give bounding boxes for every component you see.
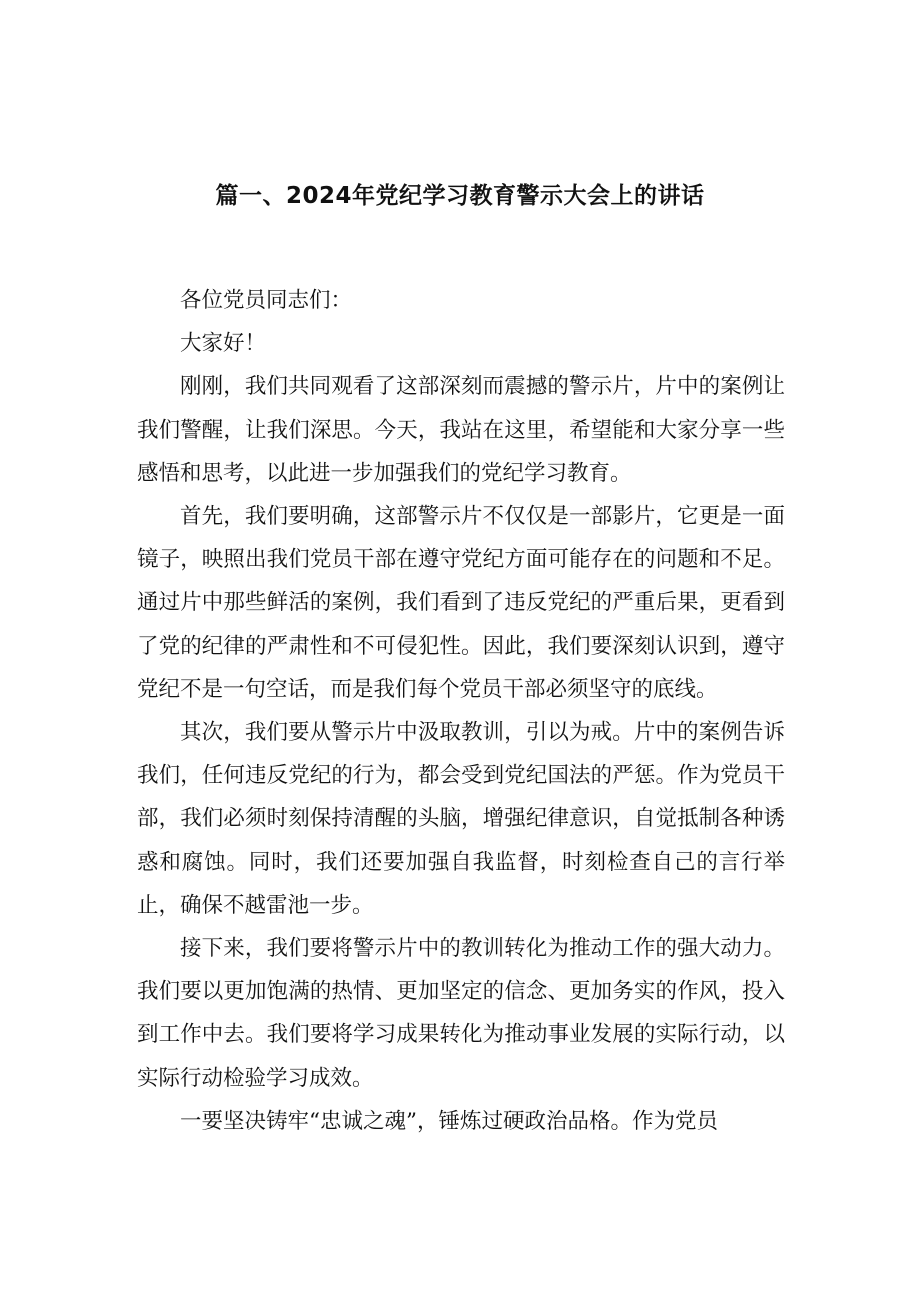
body-paragraph: 刚刚，我们共同观看了这部深刻而震撼的警示片，片中的案例让我们警醒，让我们深思。今天，我站在这里，希望能和大家分享一些感悟和思考，以此进一步加强我们的党纪学习教育。 (137, 374, 785, 486)
document-body (137, 279, 785, 1143)
body-paragraph: 一要坚决铸牢“忠诚之魂”，锤炼过硬政治品格。作为党员 (180, 1108, 718, 1134)
salutation: 各位党员同志们： (180, 288, 353, 313)
greeting: 大家好！ (180, 331, 267, 357)
body-paragraph: 接下来，我们要将警示片中的教训转化为推动工作的强大动力。我们要以更加饱满的热情、更加坚定的信念、更加务实的作风，投入到工作中去。我们要将学习成果转化为推动事业发展的实际行动，以实际行动检验学习成效。 (137, 936, 785, 1091)
body-paragraph: 首先，我们要明确，这部警示片不仅仅是一部影片，它更是一面镜子，映照出我们党员干部在遵守党纪方面可能存在的问题和不足。通过片中那些鲜活的案例，我们看到了违反党纪的严重后果，更看到了党的纪律的严肃性和不可侵犯性。因此，我们要深刻认识到，遵守党纪不是一句空话，而是我们每个党员干部必须坚守的底线。 (137, 504, 785, 702)
document-title: 篇一、2024年党纪学习教育警示大会上的讲话 (215, 183, 705, 209)
body-paragraph: 其次，我们要从警示片中汲取教训，引以为戒。片中的案例告诉我们，任何违反党纪的行为，都会受到党纪国法的严惩。作为党员干部，我们必须时刻保持清醒的头脑，增强纪律意识，自觉抵制各种诱惑和腐蚀。同时，我们还要加强自我监督，时刻检查自己的言行举止，确保不越雷池一步。 (137, 720, 785, 918)
